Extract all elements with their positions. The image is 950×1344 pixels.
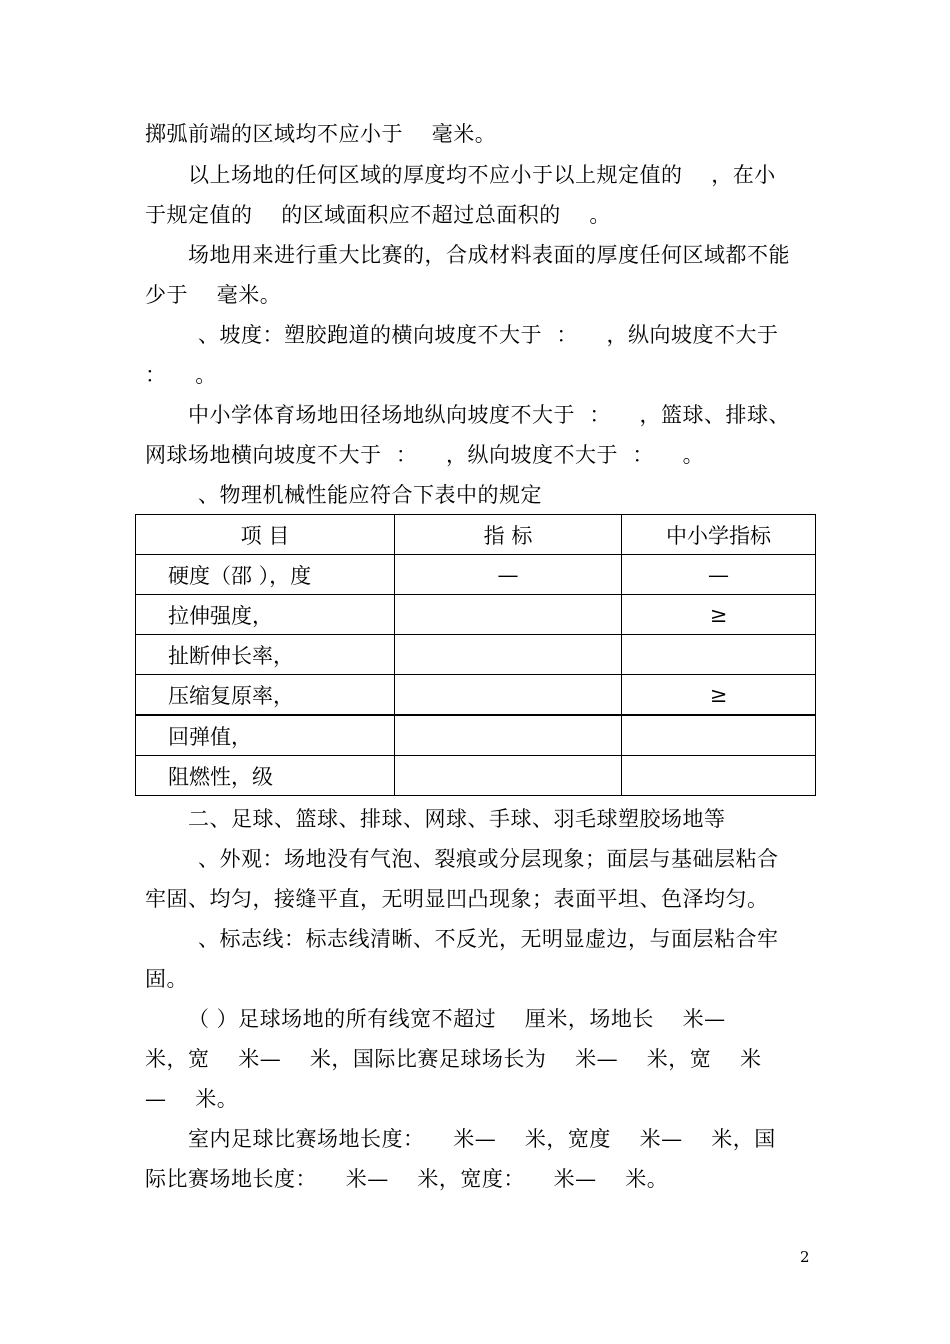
section-heading: 二、足球、篮球、排球、网球、手球、羽毛球塑胶场地等 — [188, 807, 726, 831]
table-row — [136, 715, 816, 756]
paragraph-line: ： 。 — [145, 363, 217, 387]
table-row — [136, 756, 816, 796]
paragraph-line: 、物理机械性能应符合下表中的规定 — [198, 483, 542, 507]
table-header-row — [136, 515, 816, 555]
table-row — [136, 595, 816, 635]
table-cell: 阻燃性，级 — [136, 756, 395, 796]
table-cell: — — [622, 555, 816, 595]
table-row — [136, 675, 816, 716]
table-cell: 拉伸强度， — [136, 595, 395, 635]
paragraph-line: 、标志线：标志线清晰、不反光，无明显虚边，与面层粘合牢 — [198, 927, 779, 951]
paragraph-line: 于规定值的 的区域面积应不超过总面积的 。 — [145, 203, 611, 227]
table-cell — [622, 715, 816, 756]
paragraph-line: 以上场地的任何区域的厚度均不应小于以上规定值的 ，在小 — [188, 163, 776, 187]
paragraph-line: 际比赛场地长度： 米— 米，宽度： 米— 米。 — [145, 1167, 669, 1191]
paragraph-line: 固。 — [145, 967, 188, 991]
properties-table — [135, 514, 816, 796]
table-cell — [395, 675, 622, 716]
table-cell — [395, 715, 622, 756]
page-number: 2 — [800, 1248, 810, 1266]
table-cell — [395, 635, 622, 675]
table-cell: 硬度（邵 ），度 — [136, 555, 395, 595]
table-cell: — — [395, 555, 622, 595]
table-header-cell: 中小学指标 — [622, 515, 816, 555]
table-header-cell: 项 目 — [136, 515, 395, 555]
paragraph-line: 、坡度：塑胶跑道的横向坡度不大于 ： ，纵向坡度不大于 — [198, 323, 779, 347]
paragraph-line: 、外观：场地没有气泡、裂痕或分层现象；面层与基础层粘合 — [198, 847, 779, 871]
table-cell: 回弹值， — [136, 715, 395, 756]
paragraph-line: 少于 毫米。 — [145, 283, 282, 307]
table-cell — [395, 595, 622, 635]
table-cell — [622, 756, 816, 796]
table-cell: 压缩复原率， — [136, 675, 395, 716]
table-cell: ≥ — [622, 595, 816, 635]
paragraph-line: （ ）足球场地的所有线宽不超过 厘米，场地长 米— — [188, 1007, 726, 1031]
table-cell: ≥ — [622, 675, 816, 716]
paragraph-line: — 米。 — [145, 1087, 239, 1111]
table-header-cell: 指 标 — [395, 515, 622, 555]
paragraph-line: 场地用来进行重大比赛的，合成材料表面的厚度任何区域都不能 — [188, 243, 790, 267]
paragraph-line: 掷弧前端的区域均不应小于 毫米。 — [145, 122, 497, 146]
table-cell: 扯断伸长率， — [136, 635, 395, 675]
paragraph-line: 米，宽 米— 米，国际比赛足球场长为 米— 米，宽 米 — [145, 1047, 762, 1071]
table-cell — [395, 756, 622, 796]
table-row — [136, 555, 816, 595]
table-row — [136, 635, 816, 675]
paragraph-line: 室内足球比赛场地长度： 米— 米，宽度 米— 米，国 — [188, 1127, 776, 1151]
paragraph-line: 牢固、均匀，接缝平直，无明显凹凸现象；表面平坦、色泽均匀。 — [145, 887, 769, 911]
table-cell — [622, 635, 816, 675]
paragraph-line: 中小学体育场地田径场地纵向坡度不大于 ： ，篮球、排球、 — [188, 403, 791, 427]
paragraph-line: 网球场地横向坡度不大于 ： ，纵向坡度不大于 ： 。 — [145, 443, 705, 467]
